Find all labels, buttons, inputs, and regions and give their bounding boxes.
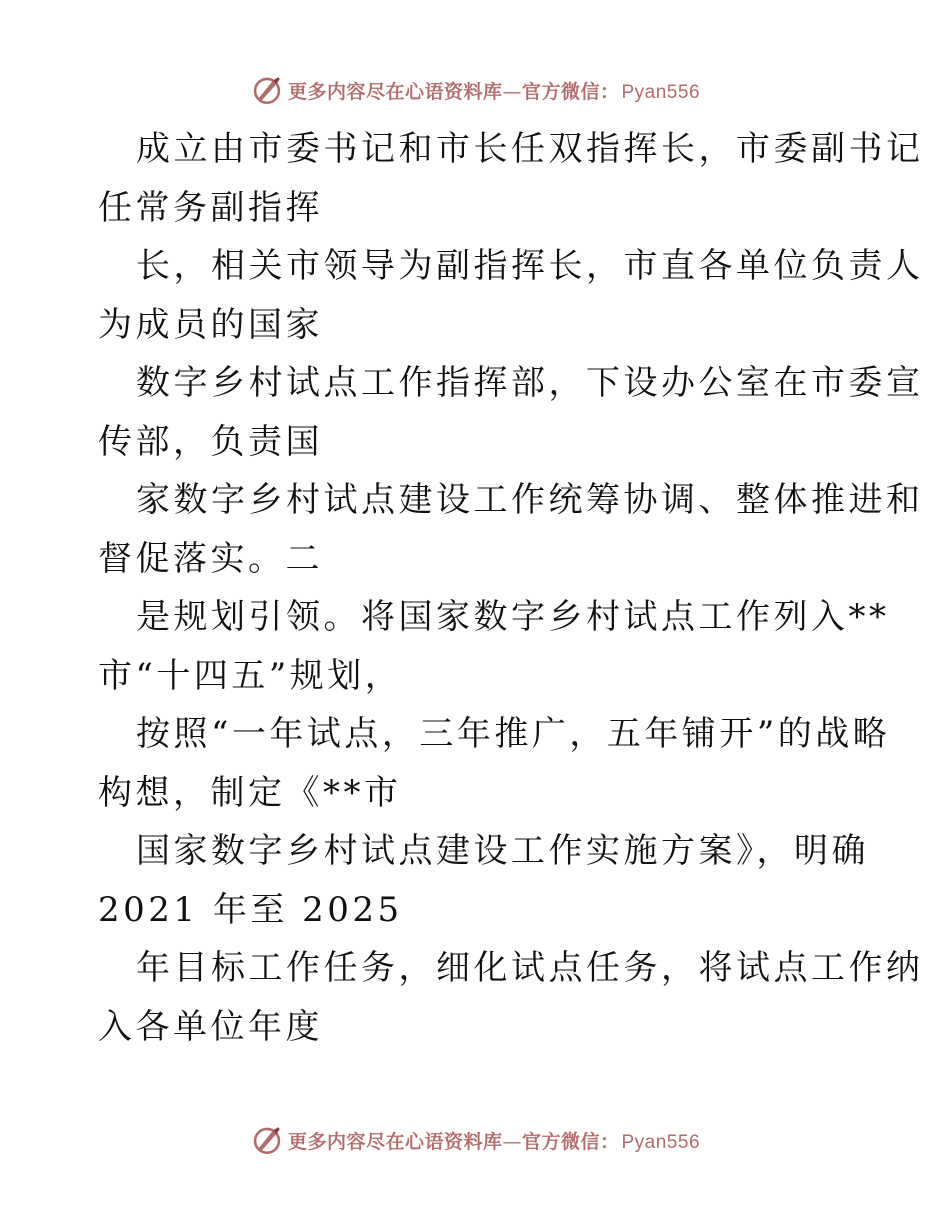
body-line: 年目标工作任务，细化试点任务，将试点工作纳 [136, 948, 924, 988]
watermark-site: 更多内容尽在心语资料库 [287, 80, 503, 103]
header-watermark [0, 70, 950, 110]
body-line: 任常务副指挥 [98, 187, 323, 228]
body-line: 家数字乡村试点建设工作统筹协调、整体推进和 [136, 480, 924, 520]
watermark-text [288, 77, 700, 104]
watermark-text [288, 1127, 700, 1154]
body-line: 是规划引领。将国家数字乡村试点工作列入** [136, 597, 890, 637]
watermark-dash: — [502, 80, 522, 103]
body-line: 市“十四五”规划， [98, 655, 403, 696]
body-line: 成立由市委书记和市长任双指挥长，市委副书记 [136, 129, 924, 169]
body-line: 数字乡村试点工作指挥部，下设办公室在市委宣 [136, 363, 924, 403]
watermark-id: Pyan556 [621, 1131, 701, 1153]
body-line: 为成员的国家 [98, 304, 323, 345]
watermark-dash: — [502, 1130, 522, 1153]
watermark-id: Pyan556 [621, 81, 701, 103]
document-body [98, 120, 924, 1056]
watermark-official: 官方微信： [521, 1130, 620, 1153]
body-line: 入各单位年度 [98, 1006, 323, 1047]
watermark-site: 更多内容尽在心语资料库 [287, 1130, 503, 1153]
pen-nib-circle-icon [250, 73, 284, 107]
body-line: 长，相关市领导为副指挥长，市直各单位负责人 [136, 246, 924, 286]
body-line: 国家数字乡村试点建设工作实施方案》，明确 [136, 831, 869, 871]
body-line: 构想，制定《**市 [98, 772, 402, 813]
body-line: 督促落实。二 [98, 538, 323, 579]
body-line: 传部，负责国 [98, 421, 323, 462]
watermark-official: 官方微信： [521, 80, 620, 103]
footer-watermark [0, 1120, 950, 1160]
pen-nib-circle-icon [250, 1123, 284, 1157]
body-line: 按照“一年试点，三年推广，五年铺开”的战略 [136, 714, 891, 754]
body-line: 2021 年至 2025 [98, 889, 403, 930]
